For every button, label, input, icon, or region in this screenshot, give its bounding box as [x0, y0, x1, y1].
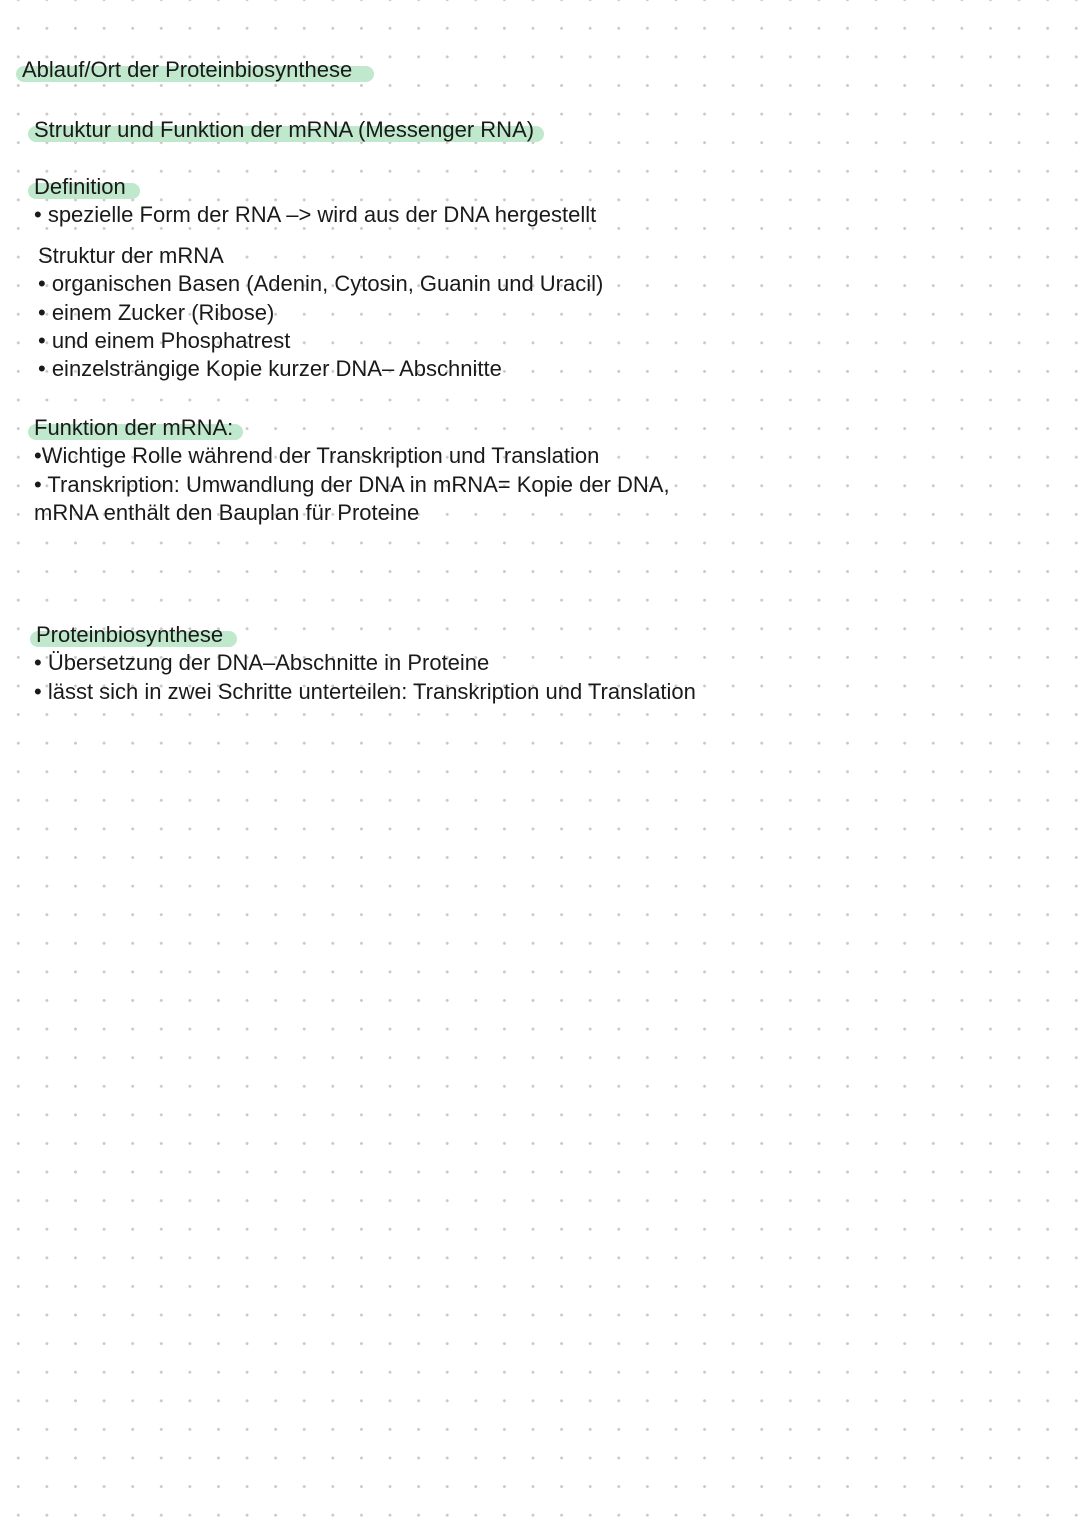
definition-bullet: • spezielle Form der RNA –> wird aus der DNA hergestellt [34, 202, 597, 227]
definition-heading: Definition [34, 174, 126, 199]
mrna-section-heading: Struktur und Funktion der mRNA (Messenger RNA) [34, 117, 535, 142]
structure-bullet: • einem Zucker (Ribose) [38, 300, 275, 325]
structure-bullet: • und einem Phosphatrest [38, 328, 291, 353]
protein-synthesis-heading: Proteinbiosynthese [36, 622, 224, 647]
protein-synthesis-bullet: • lässt sich in zwei Schritte unterteilen: Transkription und Translation [34, 679, 696, 704]
structure-heading: Struktur der mRNA [38, 243, 224, 268]
function-line: mRNA enthält den Bauplan für Proteine [34, 500, 420, 525]
protein-synthesis-bullet: • Übersetzung der DNA–Abschnitte in Proteine [34, 650, 490, 675]
structure-bullet: • einzelsträngige Kopie kurzer DNA– Abschnitte [38, 356, 502, 381]
function-line: • Transkription: Umwandlung der DNA in mRNA= Kopie der DNA, [34, 472, 670, 497]
function-line: •Wichtige Rolle während der Transkription und Translation [34, 443, 600, 468]
page-title: Ablauf/Ort der Proteinbiosynthese [22, 57, 353, 82]
function-heading: Funktion der mRNA: [34, 415, 234, 440]
structure-bullet: • organischen Basen (Adenin, Cytosin, Guanin und Uracil) [38, 271, 604, 296]
